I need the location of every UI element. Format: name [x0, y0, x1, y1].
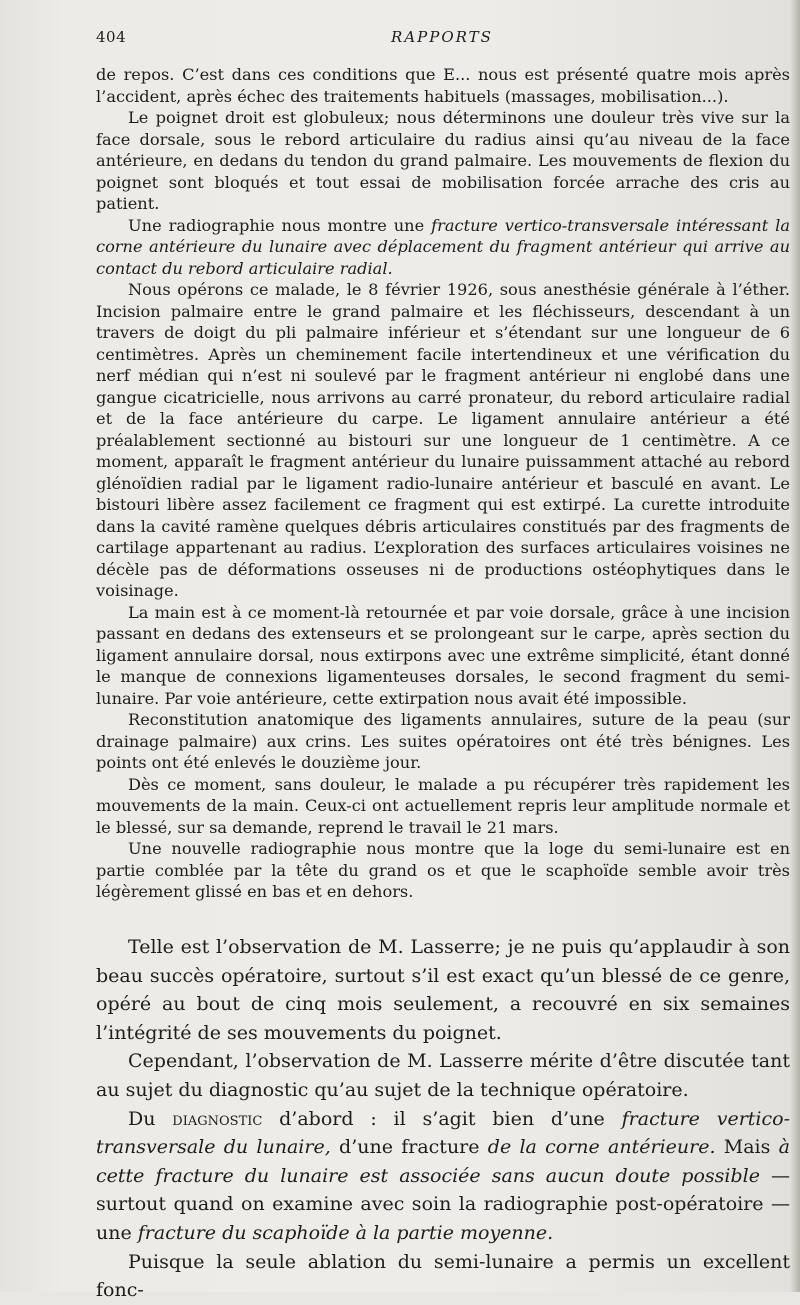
text-run: Cependant, l’observation de M. Lasserre mérite d’être discutée tant au sujet du diagnostic qu’au sujet de la technique opératoire. — [96, 1050, 790, 1101]
text-run: Une nouvelle radiographie nous montre que la loge du semi-lunaire est en partie comblée par la tête du grand os et que le scaphoïde semble avoir très légèrement glissé en bas et en dehors. — [96, 839, 790, 901]
text-run: d’abord : il s’agit bien d’une — [262, 1107, 622, 1130]
page-edge-shadow — [790, 0, 800, 1292]
text-run: Du — [128, 1107, 173, 1130]
text-run: Nous opérons ce malade, le 8 février 1926, sous anesthésie générale à l’éther. Incision palmaire entre le grand palmaire et les fléchisseurs, descendant à un travers de doigt du pli palmaire inférieur et s’étendant sur une longueur de 6 centimètres. Après un cheminement facile intertendineux et une vérification du nerf médian qui n’est ni soulevé par le fragment antérieur ni englobé dans une gangue cicatricielle, nous arrivons au carré pronateur, du rebord articulaire radial et de la face antérieure du carpe. Le ligament annulaire antérieur a été préalablement sectionné au bistouri sur une longueur de 1 centimètre. A ce moment, apparaît le fragment antérieur du lunaire puissamment attaché au rebord glénoïdien radial par le ligament radio-lunaire antérieur et basculé en avant. Le bistouri libère assez facilement ce fragment qui est extirpé. La curette introduite dans la cavité ramène quelques débris articulaires constitués par des fragments de cartilage appartenant au radius. L’exploration des surfaces articulaires voisines ne décèle pas de déformations osseuses ni de productions ostéophytiques dans le voisinage. — [96, 280, 790, 600]
paragraph — [96, 933, 790, 1047]
text-run: — surtout quand on examine avec soin la radiographie post-opératoire — une — [96, 1164, 790, 1244]
paragraph — [96, 64, 790, 107]
paragraph — [96, 1047, 790, 1104]
running-title: RAPPORTS — [391, 28, 493, 46]
text-run: de repos. C’est dans ces conditions que E... nous est présenté quatre mois après l’accident, après échec des traitements habituels (massages, mobilisation...). — [96, 65, 790, 106]
observation-text — [96, 64, 790, 903]
italic-text: fracture vertico-transversale intéressant la corne antérieure du lunaire avec déplacement du fragment antérieur qui arrive au contact du rebord articulaire radial. — [96, 215, 790, 278]
text-run: Puisque la seule ablation du semi-lunaire a permis un excellent fonc- — [96, 1250, 790, 1302]
page-number: 404 — [96, 28, 127, 46]
paragraph — [96, 215, 790, 280]
discussion-text — [96, 933, 790, 1305]
text-run: Telle est l’observation de M. Lasserre; je ne puis qu’applaudir à son beau succès opératoire, surtout s’il est exact qu’un blessé de ce genre, opéré au bout de cinq mois seulement, a recouvré en six semaines l’intégrité de ses mouvements du poignet. — [96, 936, 790, 1044]
italic-text: à cette fracture du lunaire est associée sans aucun doute possible — [96, 1136, 790, 1187]
paragraph — [96, 1105, 790, 1248]
text-run: Reconstitution anatomique des ligaments annulaires, suture de la peau (sur drainage palmaire) aux crins. Les suites opératoires ont été très bénignes. Les points ont été enlevés le douzième jour. — [96, 710, 790, 772]
italic-text: fracture vertico-transversale du lunaire, — [96, 1107, 790, 1159]
text-run: Le poignet droit est globuleux; nous déterminons une douleur très vive sur la face dorsale, sous le rebord articulaire du radius ainsi qu’au niveau de la face antérieure, en dedans du tendon du grand palmaire. Les mouvements de flexion du poignet sont bloqués et tout essai de mobilisation forcée arrache des cris au patient. — [96, 108, 790, 213]
italic-text: fracture du scaphoïde à la partie moyenne. — [137, 1221, 554, 1244]
page-header — [96, 28, 788, 50]
paragraph — [96, 709, 790, 774]
text-run: La main est à ce moment-là retournée et par voie dorsale, grâce à une incision passant en dedans des extenseurs et se prolongeant sur le carpe, après section du ligament annulaire dorsal, nous extirpons avec une extrême simplicité, étant donné le manque de connexions ligamenteuses dorsales, le second fragment du semi-lunaire. Par voie antérieure, cette extirpation nous avait été impossible. — [96, 602, 790, 708]
small-caps-text: diagnostic — [172, 1107, 263, 1130]
paragraph — [96, 1248, 790, 1305]
paragraph — [96, 107, 790, 215]
italic-text: de la corne antérieure. — [487, 1136, 716, 1159]
text-run: Mais — [715, 1136, 779, 1159]
text-run: d’une fracture — [330, 1136, 488, 1159]
text-run: Une radiographie nous montre une — [128, 215, 432, 235]
paragraph — [96, 602, 790, 710]
paragraph — [96, 279, 790, 602]
text-run: Dès ce moment, sans douleur, le malade a pu récupérer très rapidement les mouvements de la main. Ceux-ci ont actuellement repris leur amplitude normale et le blessé, sur sa demande, reprend le travail le 21 mars. — [96, 774, 790, 837]
paragraph — [96, 838, 790, 903]
paragraph — [96, 774, 790, 839]
